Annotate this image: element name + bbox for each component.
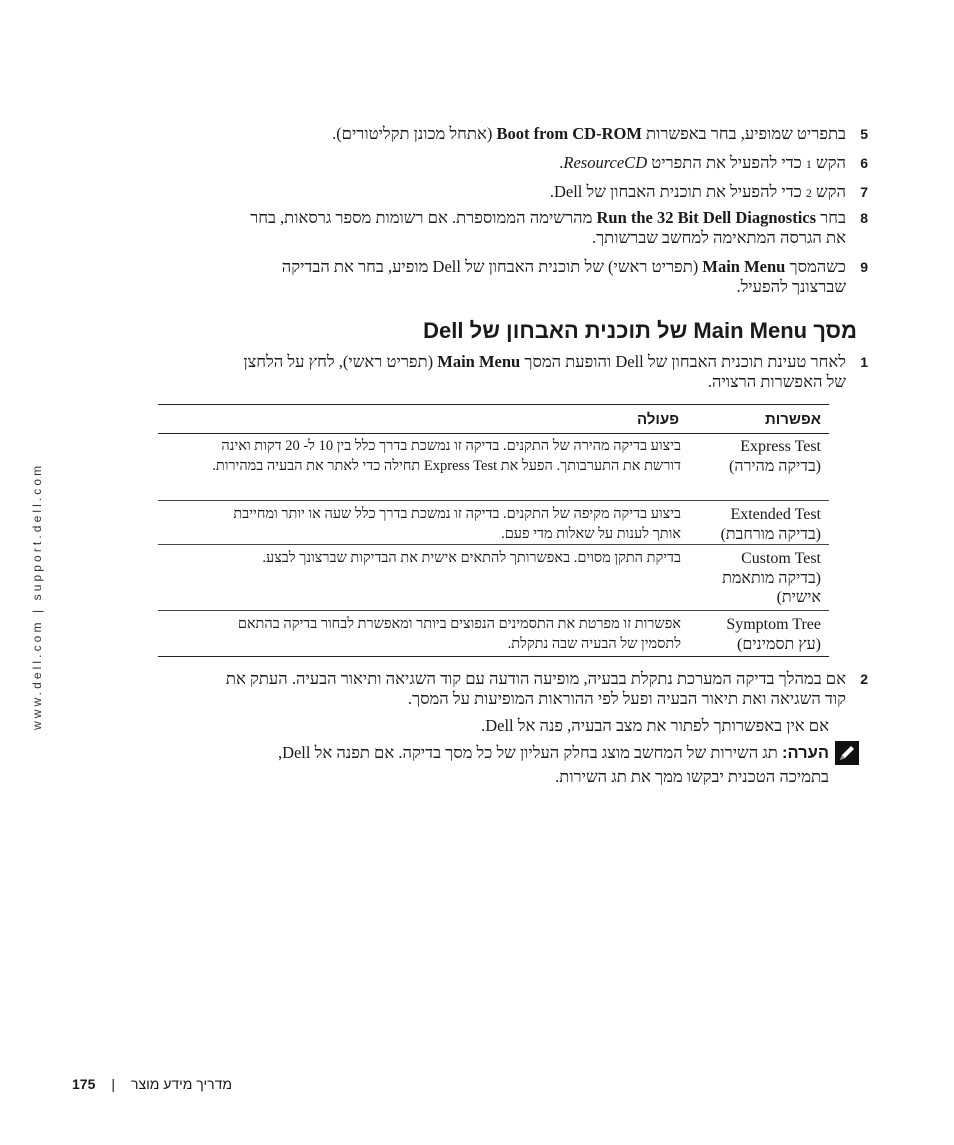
action-cell: אפשרות זו מפרטת את התסמינים הנפוצים ביותר ומאפשרת לבחור בדיקה בהתאם לתסמין של הבעיה שבה נתקלת.	[237, 616, 681, 652]
step-number: 5	[860, 126, 868, 142]
table-row	[158, 435, 829, 501]
step-number: 1	[860, 354, 868, 370]
column-header-action: פעולה	[637, 411, 679, 428]
footer-title: מדריך מידע מוצר	[131, 1076, 232, 1092]
page-number: 175	[72, 1076, 96, 1092]
row-divider	[158, 610, 829, 611]
step-number: 9	[860, 259, 868, 275]
section-heading: מסך Main Menu של תוכנית האבחון של Dell	[423, 318, 857, 343]
step-5: 5 בתפריט שמופיע, בחר באפשרות Boot from CD-ROM (אתחל מכונן תקליטורים).	[332, 124, 868, 143]
option-cell: Express Test (בדיקה מהירה)	[729, 438, 821, 475]
action-cell: ביצוע בדיקה מהירה של התקנים. בדיקה זו נמשכת בדרך כלל בין 10 ל- 20 דקות ואינה דורשת את התערבותך. הפעל את Express Test תחילה כדי לאתר את הבעיה במהירות.	[212, 438, 681, 474]
step-number: 6	[860, 155, 868, 171]
option-cell: Extended Test (בדיקה מורחבת)	[720, 506, 821, 543]
option-cell: Symptom Tree (עץ תסמינים)	[726, 616, 821, 653]
step-number: 8	[860, 210, 868, 226]
step-number: 7	[860, 184, 868, 200]
table-row	[158, 503, 829, 545]
step-number: 2	[860, 671, 868, 687]
pencil-note-icon	[835, 741, 859, 765]
row-divider	[158, 544, 829, 545]
note-label: הערה:	[781, 744, 829, 762]
table-row	[158, 547, 829, 611]
paragraph-contact: אם אין באפשרותך לפתור את מצב הבעיה, פנה אל Dell.	[481, 716, 829, 735]
note: הערה: תג השירות של המחשב מוצג בחלק העליון של כל מסך בדיקה. אם תפנה אל Dell, בתמיכה הטכנית יבקשו ממך את תג השירות.	[278, 741, 829, 789]
step-6: 6 הקש 1 כדי להפעיל את התפריט ResourceCD.	[559, 153, 868, 172]
table-row	[158, 613, 829, 655]
page-footer	[72, 1076, 232, 1092]
step-9: 9 כשהמסך Main Menu (תפריט ראשי) של תוכנית האבחון של Dell מופיע, בחר את הבדיקה שברצונך להפעיל.	[281, 257, 868, 296]
step-2: 2 אם במהלך בדיקה המערכת נתקלת בבעיה, מופיעה הודעה עם קוד השגיאה ותיאור הבעיה. העתק את קוד השגיאה ואת תיאור הבעיה ופעל לפי ההוראות המופיעות על המסך.	[225, 669, 868, 708]
action-cell: בדיקת התקן מסוים. באפשרותך להתאים אישית את הבדיקות שברצונך לבצע.	[262, 550, 681, 566]
footer-separator: |	[111, 1076, 115, 1092]
step-8: 8 בחר Run the 32 Bit Dell Diagnostics מהרשימה הממוספרת. אם רשומות מספר גרסאות, בחר את הגרסה המתאימה למחשב שברשותך.	[250, 208, 868, 247]
side-url: www.dell.com | support.dell.com	[30, 462, 44, 730]
column-header-option: אפשרות	[764, 411, 821, 428]
step-7: 7 הקש 2 כדי להפעיל את תוכנית האבחון של Dell.	[549, 182, 868, 201]
step-1: 1 לאחר טעינת תוכנית האבחון של Dell והופעת המסך Main Menu (תפריט ראשי), לחץ על הלחצן של האפשרות הרצויה.	[243, 352, 868, 391]
options-table	[158, 404, 829, 657]
row-divider	[158, 500, 829, 501]
option-cell: Custom Test (בדיקה מותאמת אישית)	[722, 550, 821, 606]
action-cell: ביצוע בדיקה מקיפה של התקנים. בדיקה זו נמשכת בדרך כלל שעה או יותר ומחייבת אותך לענות על שאלות מדי פעם.	[233, 506, 681, 542]
